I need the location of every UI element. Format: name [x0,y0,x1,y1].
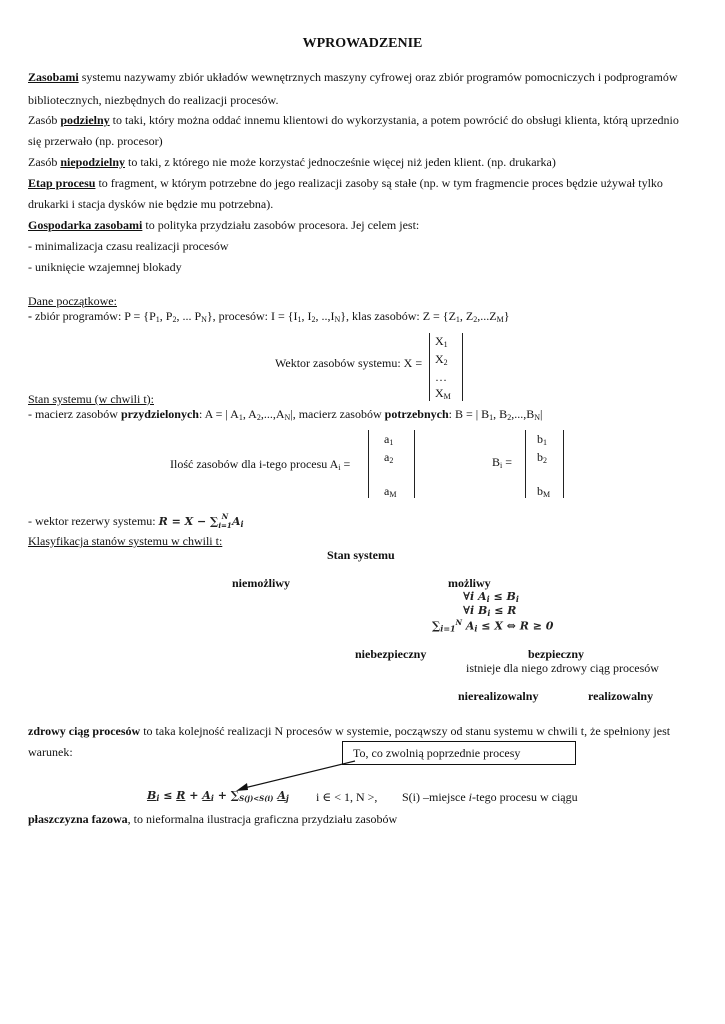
healthy-sequence-cont: warunek: [28,745,73,759]
healthy-sequence-definition: zdrowy ciąg procesów to taka kolejność realizacji N procesów w systemie, począwszy od stanu systemu w chwili t, że spełniony jest [28,724,671,738]
state-unrealizable: nierealizowalny [458,689,539,703]
vector-xm: $X_M$ [435,386,451,401]
condition-2: ∀i $B_i \le R$ [463,604,517,618]
safe-note: istnieje dla niego zdrowy ciąg procesów [466,661,659,675]
definition-divisible: Zasób podzielny to taki, który można oddać innemu klientowi do wykorzystania, a potem powrócić do obsługi klienta, którą uprzednio [28,113,679,127]
reserve-vector-line: - wektor rezerwy systemu: $R = X - \sum_{i=1}^N$ $A_i$ [28,512,244,530]
state-root: Stan systemu [327,548,395,562]
programs-line: - zbiór programów: $P = \{P_1$, $P_2$, ... $P_N$}, procesów: $I = \{I_1$, $I_2$, $..,I_N$}, klas zasobów: $Z = \{Z_1$, $Z_2,...Z_M$} [28,309,510,324]
state-impossible: niemożliwy [232,576,290,590]
definition-resources: Zasobami systemu nazywamy zbiór układów wewnętrznych maszyny cyfrowej oraz zbiór programów pomocniczych i podprogramów [28,70,678,84]
b2: $b_2$ [537,450,547,465]
vector-left-bar [429,333,430,401]
definition-divisible-cont: się przerwało (np. procesor) [28,134,163,148]
definition-process-stage-cont: drukarki i stacja dysków nie będzie mu potrzebna). [28,197,274,211]
definition-resources-cont: bibliotecznych, niezbędnych do realizacji procesów. [28,93,279,107]
definition-indivisible: Zasób niepodzielny to taki, z którego nie może korzystać jednocześnie więcej niż jeden klient. (np. drukarka) [28,155,556,169]
state-possible: możliwy [448,576,491,590]
vector-x2: $X_2$ [435,352,448,367]
state-unsafe: niebezpieczny [355,647,427,661]
initial-data-heading: Dane początkowe: [28,294,117,308]
ai-label: Ilość zasobów dla i-tego procesu $A_i$ = [170,457,351,472]
vector-x1: $X_1$ [435,334,448,349]
vector-label: Wektor zasobów systemu: X = [275,356,423,370]
definition-resource-management: Gospodarka zasobami to polityka przydziału zasobów procesora. Jej celem jest: [28,218,420,232]
phase-plane-definition: płaszczyzna fazowa, to nieformalna ilustracja graficzna przydziału zasobów [28,812,398,826]
vector-dots: … [435,370,447,384]
bi-right-bar [563,430,564,498]
condition-3: $\sum_{i=1}^N$ $A_i \le X$ ⇔ R ≥ 0 [432,618,554,634]
ai-left-bar [368,430,369,498]
a2: $a_2$ [384,450,394,465]
ai-right-bar [414,430,415,498]
a1: $a_1$ [384,432,394,447]
state-safe: bezpieczny [528,647,584,661]
position-note: S(i) –miejsce i-tego procesu w ciągu [402,790,578,804]
goal-item-2: - uniknięcie wzajemnej blokady [28,260,182,274]
callout-text: To, co zwolnią poprzednie procesy [353,746,521,760]
system-state-heading: Stan systemu (w chwili t): [28,392,154,406]
bm: $b_M$ [537,484,551,499]
definition-process-stage: Etap procesu to fragment, w którym potrzebne do jego realizacji zasoby są stałe (np. w tym fragmencie proces będzie używał tylko [28,176,663,190]
am: $a_M$ [384,484,397,499]
vector-right-bar [462,333,463,401]
classification-heading: Klasyfikacja stanów systemu w chwili t: [28,534,223,548]
state-realizable: realizowalny [588,689,654,703]
bi-left-bar [525,430,526,498]
matrices-line: - macierz zasobów przydzielonych: A = | $A_1$, $A_2,...,A_N|$, macierz zasobów potrzebnych: B = | $B_1$, $B_2,...,B_N|$ [28,407,543,422]
condition-1: ∀i $A_i \le B_i$ [463,590,519,604]
page-title: WPROWADZENIE [302,36,423,51]
bi-label: $B_i$ = [492,455,513,470]
callout-box [342,741,576,765]
b1: $b_1$ [537,432,547,447]
index-range: i ∈ < 1, N >, [316,790,378,804]
healthy-formula: $B_i \le R + A_i + \sum_{S(j)<S(i)}$ $A_j$ [147,789,289,803]
goal-item-1: - minimalizacja czasu realizacji procesów [28,239,229,253]
